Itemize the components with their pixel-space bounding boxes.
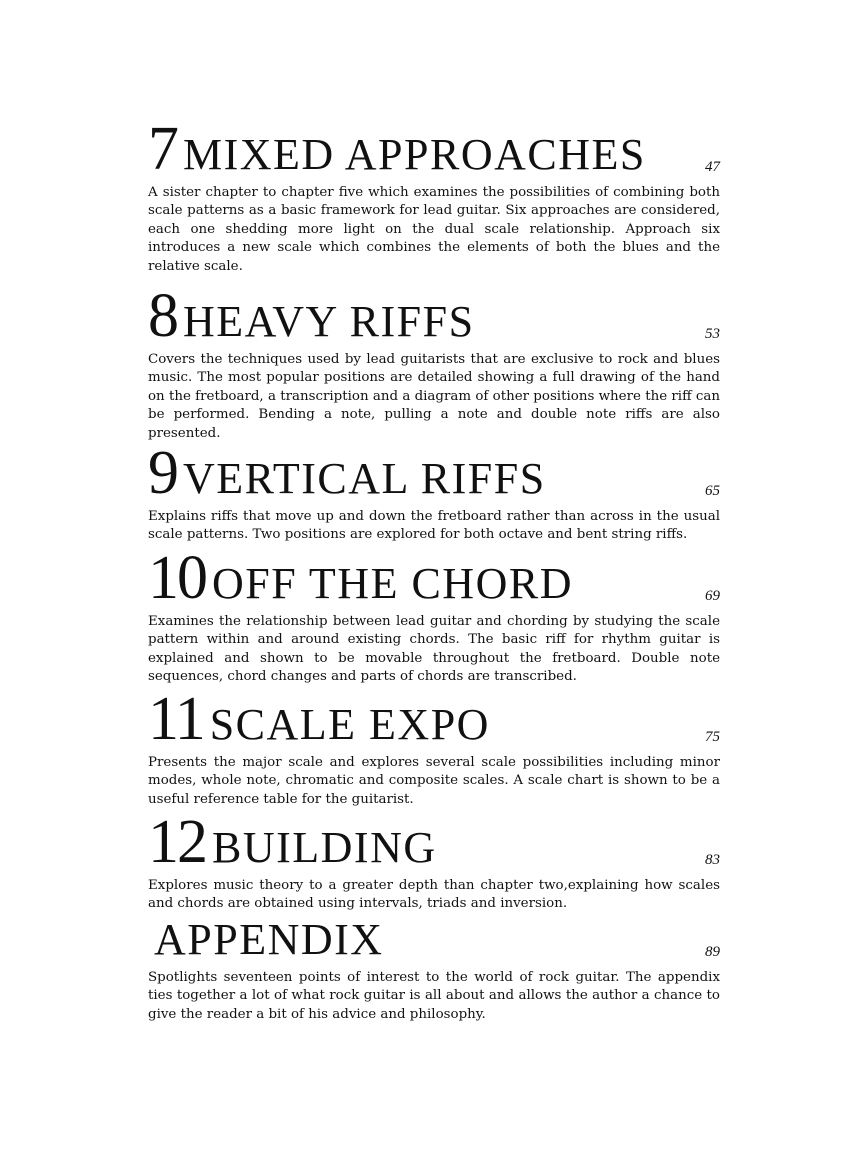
chapter-title: OFF THE CHORD xyxy=(212,559,573,608)
chapter-description: Spotlights seventeen points of interest to the world of rock guitar. The appendix ties together a lot of what rock guitar is all about and allows the author a chance to give the reader a bit of his advice and philosophy. xyxy=(148,970,720,1022)
page-number: 65 xyxy=(705,483,720,499)
toc-entry-mixed-approaches xyxy=(148,115,720,276)
chapter-number: 8 xyxy=(148,282,177,350)
chapter-title: HEAVY RIFFS xyxy=(183,297,475,346)
page-number: 75 xyxy=(705,729,720,745)
chapter-heading xyxy=(148,685,490,753)
entry-heading-row xyxy=(148,115,720,183)
toc-entry-building xyxy=(148,808,720,914)
chapter-description: Explores music theory to a greater depth than chapter two,explaining how scales and chords are obtained using intervals, triads and inversion. xyxy=(148,878,720,912)
chapter-title: BUILDING xyxy=(212,823,437,872)
chapter-title: VERTICAL RIFFS xyxy=(183,454,546,503)
entry-heading-row xyxy=(148,439,720,507)
chapter-description: Presents the major scale and explores several scale possibilities including minor modes, whole note, chromatic and composite scales. A scale chart is shown to be a useful reference table for the guitarist. xyxy=(148,755,720,807)
chapter-description: Explains riffs that move up and down the fretboard rather than across in the usual scale patterns. Two positions are explored for both octave and bent string riffs. xyxy=(148,509,720,543)
chapter-heading xyxy=(148,115,646,183)
toc-entry-heavy-riffs xyxy=(148,282,720,443)
toc-entry-off-the-chord xyxy=(148,544,720,687)
chapter-title: MIXED APPROACHES xyxy=(183,130,646,179)
chapter-description: Examines the relationship between lead guitar and chording by studying the scale pattern within and around existing chords. The basic riff for rhythm guitar is explained and shown to be movable throughout the fretboard. Double note sequences, chord changes and parts of chords are transcribed. xyxy=(148,614,720,685)
chapter-heading xyxy=(148,544,573,612)
chapter-heading xyxy=(148,903,384,965)
entry-heading-row xyxy=(148,282,720,350)
entry-heading-row xyxy=(148,544,720,612)
chapter-number: 9 xyxy=(148,439,177,507)
chapter-heading xyxy=(148,282,475,350)
page-number: 69 xyxy=(705,588,720,604)
toc-entry-vertical-riffs xyxy=(148,439,720,545)
page-number: 89 xyxy=(705,944,720,960)
chapter-number: 11 xyxy=(148,685,204,753)
entry-heading-row xyxy=(148,685,720,753)
toc-entry-scale-expo xyxy=(148,685,720,809)
page-number: 83 xyxy=(705,852,720,868)
chapter-number: 12 xyxy=(148,808,206,876)
chapter-heading xyxy=(148,808,437,876)
chapter-title: APPENDIX xyxy=(154,915,384,964)
chapter-number: 10 xyxy=(148,544,206,612)
chapter-title: SCALE EXPO xyxy=(209,700,490,749)
page-number: 47 xyxy=(705,159,720,175)
chapter-number: 7 xyxy=(148,115,177,183)
chapter-description: Covers the techniques used by lead guitarists that are exclusive to rock and blues music. The most popular positions are detailed showing a full drawing of the hand on the fretboard, a transcription and a diagram of other positions where the riff can be performed. Bending a note, pulling a note and double note riffs are also presented. xyxy=(148,352,720,441)
entry-heading-row xyxy=(148,808,720,876)
toc-entry-appendix xyxy=(148,905,720,1024)
chapter-heading xyxy=(148,439,546,507)
page-number: 53 xyxy=(705,326,720,342)
chapter-description: A sister chapter to chapter five which examines the possibilities of combining both scale patterns as a basic framework for lead guitar. Six approaches are considered, each one shedding more light on the dual scale relationship. Approach six introduces a new scale which combines the elements of both the blues and the relative scale. xyxy=(148,185,720,274)
entry-heading-row xyxy=(148,905,720,965)
